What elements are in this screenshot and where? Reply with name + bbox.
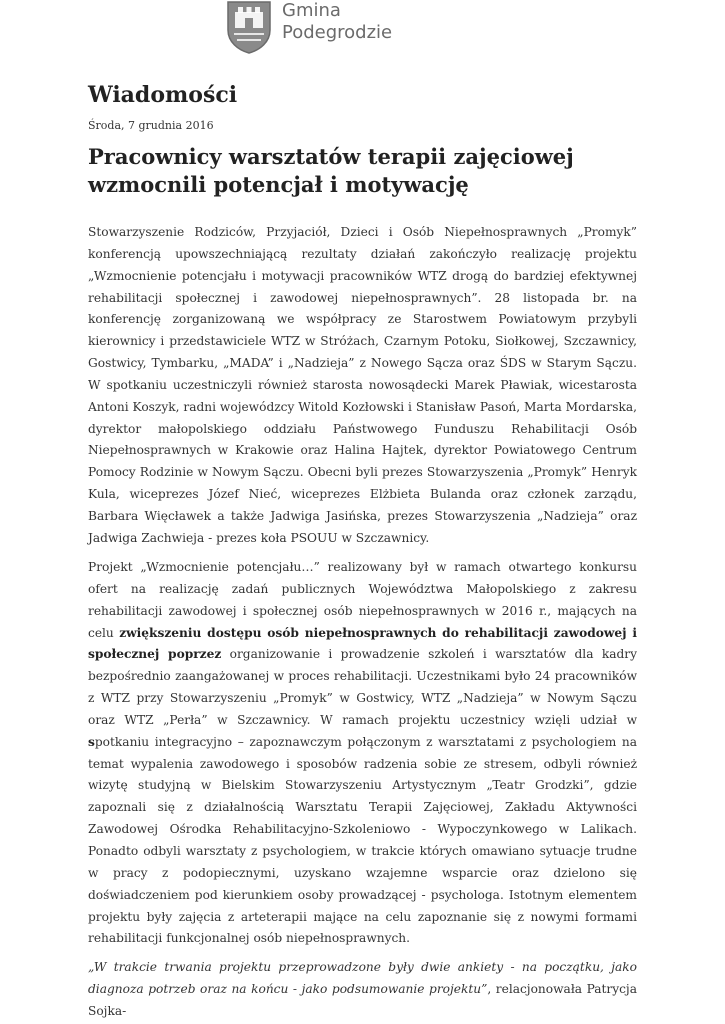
logo-text: [282, 0, 392, 44]
article-date: Środa, 7 grudnia 2016: [88, 119, 214, 132]
paragraph-2-text-c: potkaniu integracyjno – zapoznawczym połączonym z warsztatami z psychologiem na temat wypalenia zawodowego i sposobów radzenia sobie ze stresem, odbyli również wizytę studyjną w Bielskim Stowarzyszeniu Artystycznym „Teatr Grodzki”, gdzie zapoznali się z działalnością Warsztatu Terapii Zajęciowej, Zakładu Aktywności Zawodowej Ośrodka Rehabilitacyjno-Szkoleniowo - Wypoczynkowego w Lalikach. Ponadto odbyli warsztaty z psychologiem, w trakcie których omawiano sytuacje trudne w pracy z podopiecznymi, uzyskano wzajemne wsparcie oraz dzielono się doświadczeniem pod kierunkiem osoby prowadzącej - psychologa. Istotnym elementem projektu były zajęcia z arteterapii mające na celu zapoznanie się z nowymi formami rehabilitacji funkcjonalnej osób niepełnosprawnych.: [88, 734, 637, 946]
article-paragraph-2: [88, 557, 637, 950]
paragraph-2-bold-emphasis: zwiększeniu dostępu osób niepełnosprawnych do rehabilitacji zawodowej i społecznej poprzez: [88, 625, 637, 662]
paragraph-3-text: , relacjonowała Patrycja Sojka-: [88, 981, 637, 1018]
logo-line-gmina: Gmina: [282, 0, 341, 21]
logo-line-podegrodzie: Podegrodzie: [282, 22, 393, 43]
article-title: Pracownicy warsztatów terapii zajęciowej wzmocnili potencjał i motywację: [88, 144, 574, 197]
coat-of-arms-icon: [226, 0, 272, 54]
paragraph-2-text-a: Projekt „Wzmocnienie potencjału…” realizowany był w ramach otwartego konkursu ofert na realizację zadań publicznych Województwa Małopolskiego z zakresu rehabilitacji zawodowej i społecznej osób niepełnosprawnych w 2016 r., mających na celu: [88, 560, 637, 640]
section-heading: Wiadomości: [88, 82, 238, 108]
site-logo[interactable]: [226, 0, 406, 56]
paragraph-2-text-b: organizowanie i prowadzenie szkoleń i warsztatów dla kadry bezpośrednio zaangażowanej w proces rehabilitacji. Uczestnikami było 24 pracowników z WTZ przy Stowarzyszeniu „Promyk” w Gostwicy, WTZ „Nadzieja” w Nowym Sączu oraz WTZ „Perła” w Szczawnicy. W ramach projektu uczestnicy wzięli udział w: [88, 647, 637, 727]
paragraph-3-quote: „W trakcie trwania projektu przeprowadzone były dwie ankiety - na początku, jako diagnoza potrzeb oraz na końcu - jako podsumowanie projektu”: [88, 960, 637, 996]
paragraph-2-bold-letter: s: [88, 734, 95, 749]
article-paragraph-3: [88, 957, 637, 1023]
article-paragraph-1: Stowarzyszenie Rodziców, Przyjaciół, Dzieci i Osób Niepełnosprawnych „Promyk” konferencją upowszechniającą rezultaty działań zakończyło realizację projektu „Wzmocnienie potencjału i motywacji pracowników WTZ drogą do bardziej efektywnej rehabilitacji społecznej i zawodowej niepełnosprawnych”. 28 listopada br. na konferencję zorganizowaną we współpracy ze Starostwem Powiatowym przybyli kierownicy i przedstawiciele WTZ w Stróżach, Czarnym Potoku, Siołkowej, Szczawnicy, Gostwicy, Tymbarku, „MADA” i „Nadzieja” z Nowego Sącza oraz ŚDS w Starym Sączu. W spotkaniu uczestniczyli również starosta nowosądecki Marek Pławiak, wicestarosta Antoni Koszyk, radni wojewódzcy Witold Kozłowski i Stanisław Pasoń, Marta Mordarska, dyrektor małopolskiego oddziału Państwowego Funduszu Rehabilitacji Osób Niepełnosprawnych w Krakowie oraz Halina Hajtek, dyrektor Powiatowego Centrum Pomocy Rodzinie w Nowym Sączu. Obecni byli prezes Stowarzyszenia „Promyk” Henryk Kula, wiceprezes Józef Nieć, wiceprezes Elżbieta Bulanda oraz członek zarządu, Barbara Więcławek a także Jadwiga Jasińska, prezes Stowarzyszenia „Nadzieja” oraz Jadwiga Zachwieja - prezes koła PSOUU w Szczawnicy.: [88, 225, 637, 545]
